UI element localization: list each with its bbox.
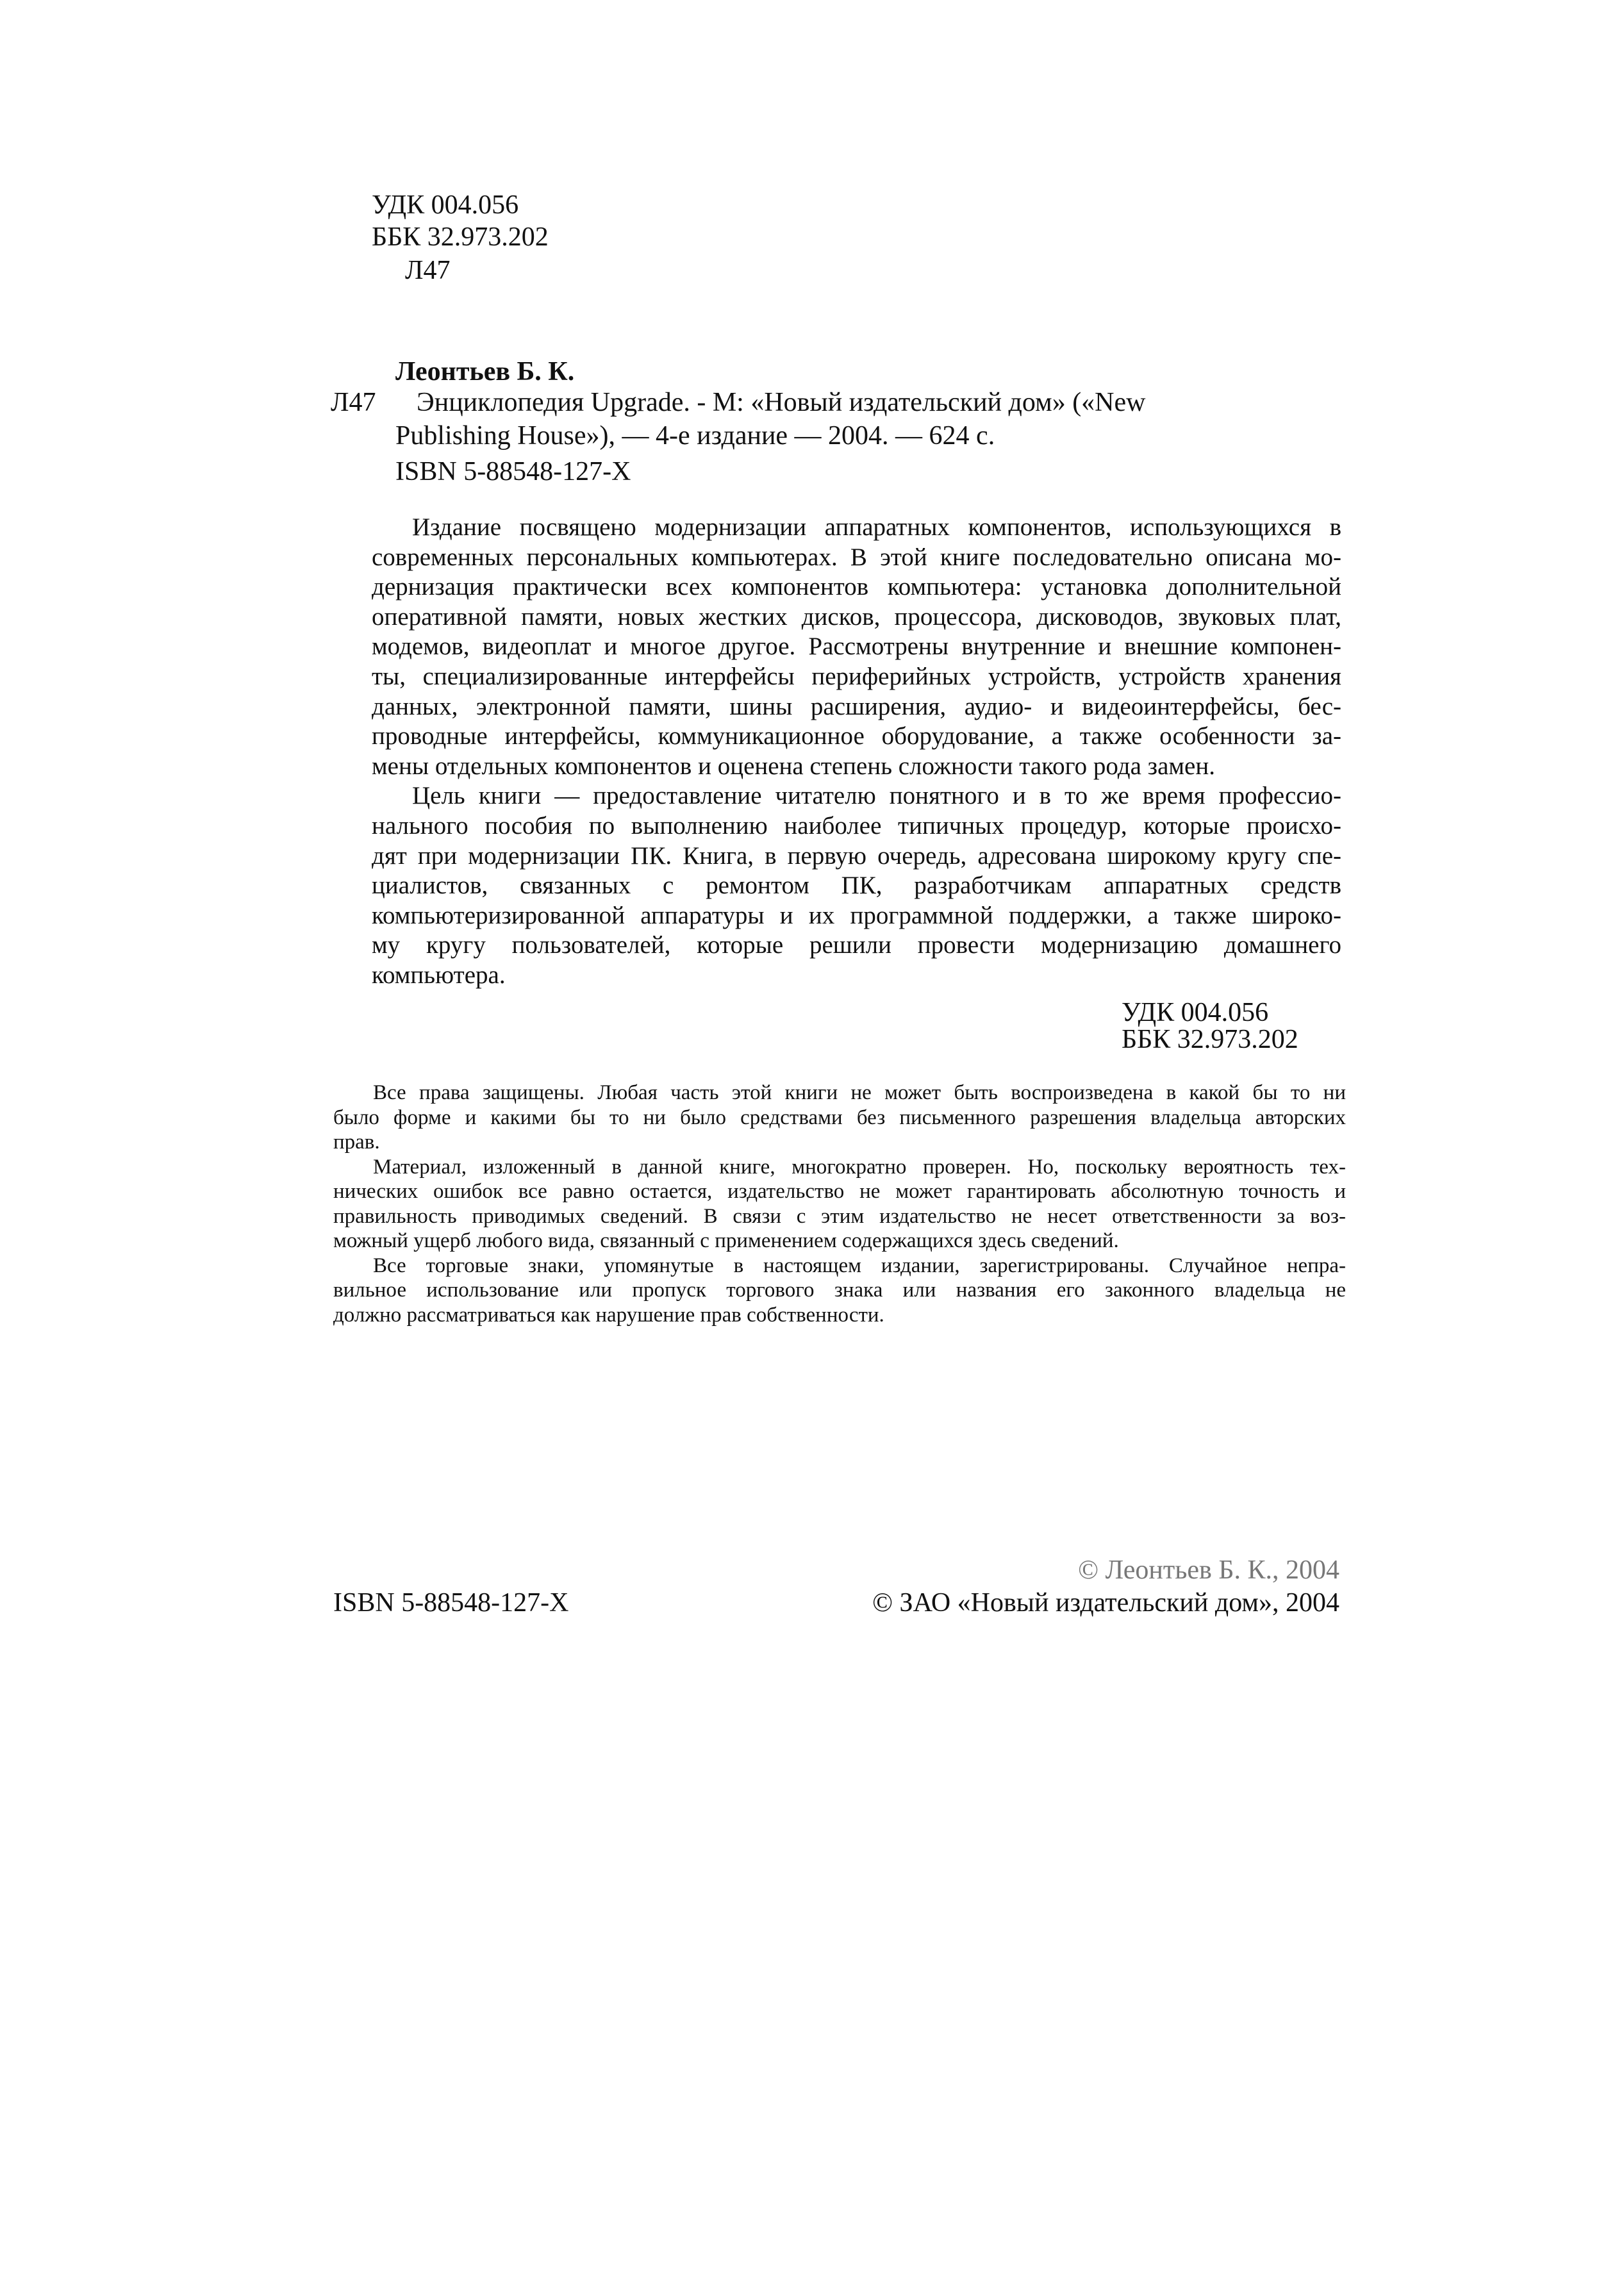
rights-line: Материал, изложенный в данной книге, многократно проверен. Но, поскольку вероятность тех- bbox=[373, 1155, 1346, 1179]
copyright-publisher: © ЗАО «Новый издательский дом», 2004 bbox=[872, 1588, 1339, 1618]
copyright-author: © Леонтьев Б. К., 2004 bbox=[1078, 1555, 1339, 1585]
author-mark-top: Л47 bbox=[405, 256, 451, 285]
bib-title-line-1: Энциклопедия Upgrade. - М: «Новый издательский дом» («New bbox=[417, 388, 1146, 417]
abstract-line: дернизация практически всех компонентов компьютера: установка дополнительной bbox=[372, 573, 1341, 601]
udk-code-bottom: УДК 004.056 bbox=[1122, 998, 1269, 1027]
rights-line: Все торговые знаки, упомянутые в настоящем издании, зарегистрированы. Случайное непра- bbox=[373, 1254, 1346, 1277]
rights-line: нических ошибок все равно остается, издательство не может гарантировать абсолютную точность и bbox=[333, 1180, 1346, 1203]
rights-line: правильность приводимых сведений. В связи с этим издательство не несет ответственности за воз- bbox=[333, 1204, 1346, 1228]
rights-line: должно рассматриваться как нарушение прав собственности. bbox=[333, 1303, 884, 1327]
abstract-line: Издание посвящено модернизации аппаратных компонентов, использующихся в bbox=[412, 513, 1341, 541]
abstract-line: проводные интерфейсы, коммуникационное оборудование, а также особенности за- bbox=[372, 722, 1341, 750]
abstract-line: нального пособия по выполнению наиболее типичных процедур, которые происхо- bbox=[372, 811, 1341, 840]
abstract bbox=[372, 513, 1341, 991]
abstract-line: оперативной памяти, новых жестких дисков, процессора, дисководов, звуковых плат, bbox=[372, 602, 1341, 631]
bib-title-line-2: Publishing House»), — 4-е издание — 2004. — 624 с. bbox=[395, 421, 995, 451]
rights-line: прав. bbox=[333, 1131, 380, 1154]
bib-isbn: ISBN 5-88548-127-X bbox=[395, 457, 631, 486]
udk-code-top: УДК 004.056 bbox=[372, 190, 519, 220]
abstract-line: ты, специализированные интерфейсы периферийных устройств, устройств хранения bbox=[372, 662, 1341, 690]
author-name: Леонтьев Б. К. bbox=[395, 357, 575, 386]
rights-notice bbox=[333, 1081, 1346, 1327]
rights-line: можный ущерб любого вида, связанный с применением содержащихся здесь сведений. bbox=[333, 1229, 1119, 1252]
abstract-line: современных персональных компьютерах. В этой книге последовательно описана мо- bbox=[372, 543, 1341, 571]
abstract-line: компьютеризированной аппаратуры и их программной поддержки, а также широко- bbox=[372, 901, 1341, 929]
abstract-line: циалистов, связанных с ремонтом ПК, разработчикам аппаратных средств bbox=[372, 872, 1341, 900]
abstract-line: модемов, видеоплат и многое другое. Рассмотрены внутренние и внешние компонен- bbox=[372, 633, 1341, 661]
abstract-line: дят при модернизации ПК. Книга, в первую очередь, адресована широкому кругу спе- bbox=[372, 841, 1341, 870]
abstract-line: компьютера. bbox=[372, 961, 506, 989]
abstract-line: мены отдельных компонентов и оценена степень сложности такого рода замен. bbox=[372, 752, 1215, 780]
footer-isbn: ISBN 5-88548-127-X bbox=[333, 1588, 569, 1618]
abstract-line: му кругу пользователей, которые решили провести модернизацию домашнего bbox=[372, 931, 1341, 959]
rights-line: было форме и какими бы то ни было средствами без письменного разрешения владельца авторских bbox=[333, 1106, 1346, 1129]
author-mark: Л47 bbox=[331, 388, 376, 417]
bbk-code-top: ББК 32.973.202 bbox=[372, 222, 549, 252]
rights-line: Все права защищены. Любая часть этой книги не может быть воспроизведена в какой бы то ни bbox=[373, 1081, 1346, 1104]
bbk-code-bottom: ББК 32.973.202 bbox=[1122, 1025, 1298, 1054]
rights-line: вильное использование или пропуск торгового знака или названия его законного владельца не bbox=[333, 1279, 1346, 1302]
abstract-line: данных, электронной памяти, шины расширения, аудио- и видеоинтерфейсы, бес- bbox=[372, 692, 1341, 720]
abstract-line: Цель книги — предоставление читателю понятного и в то же время профессио- bbox=[412, 782, 1341, 810]
